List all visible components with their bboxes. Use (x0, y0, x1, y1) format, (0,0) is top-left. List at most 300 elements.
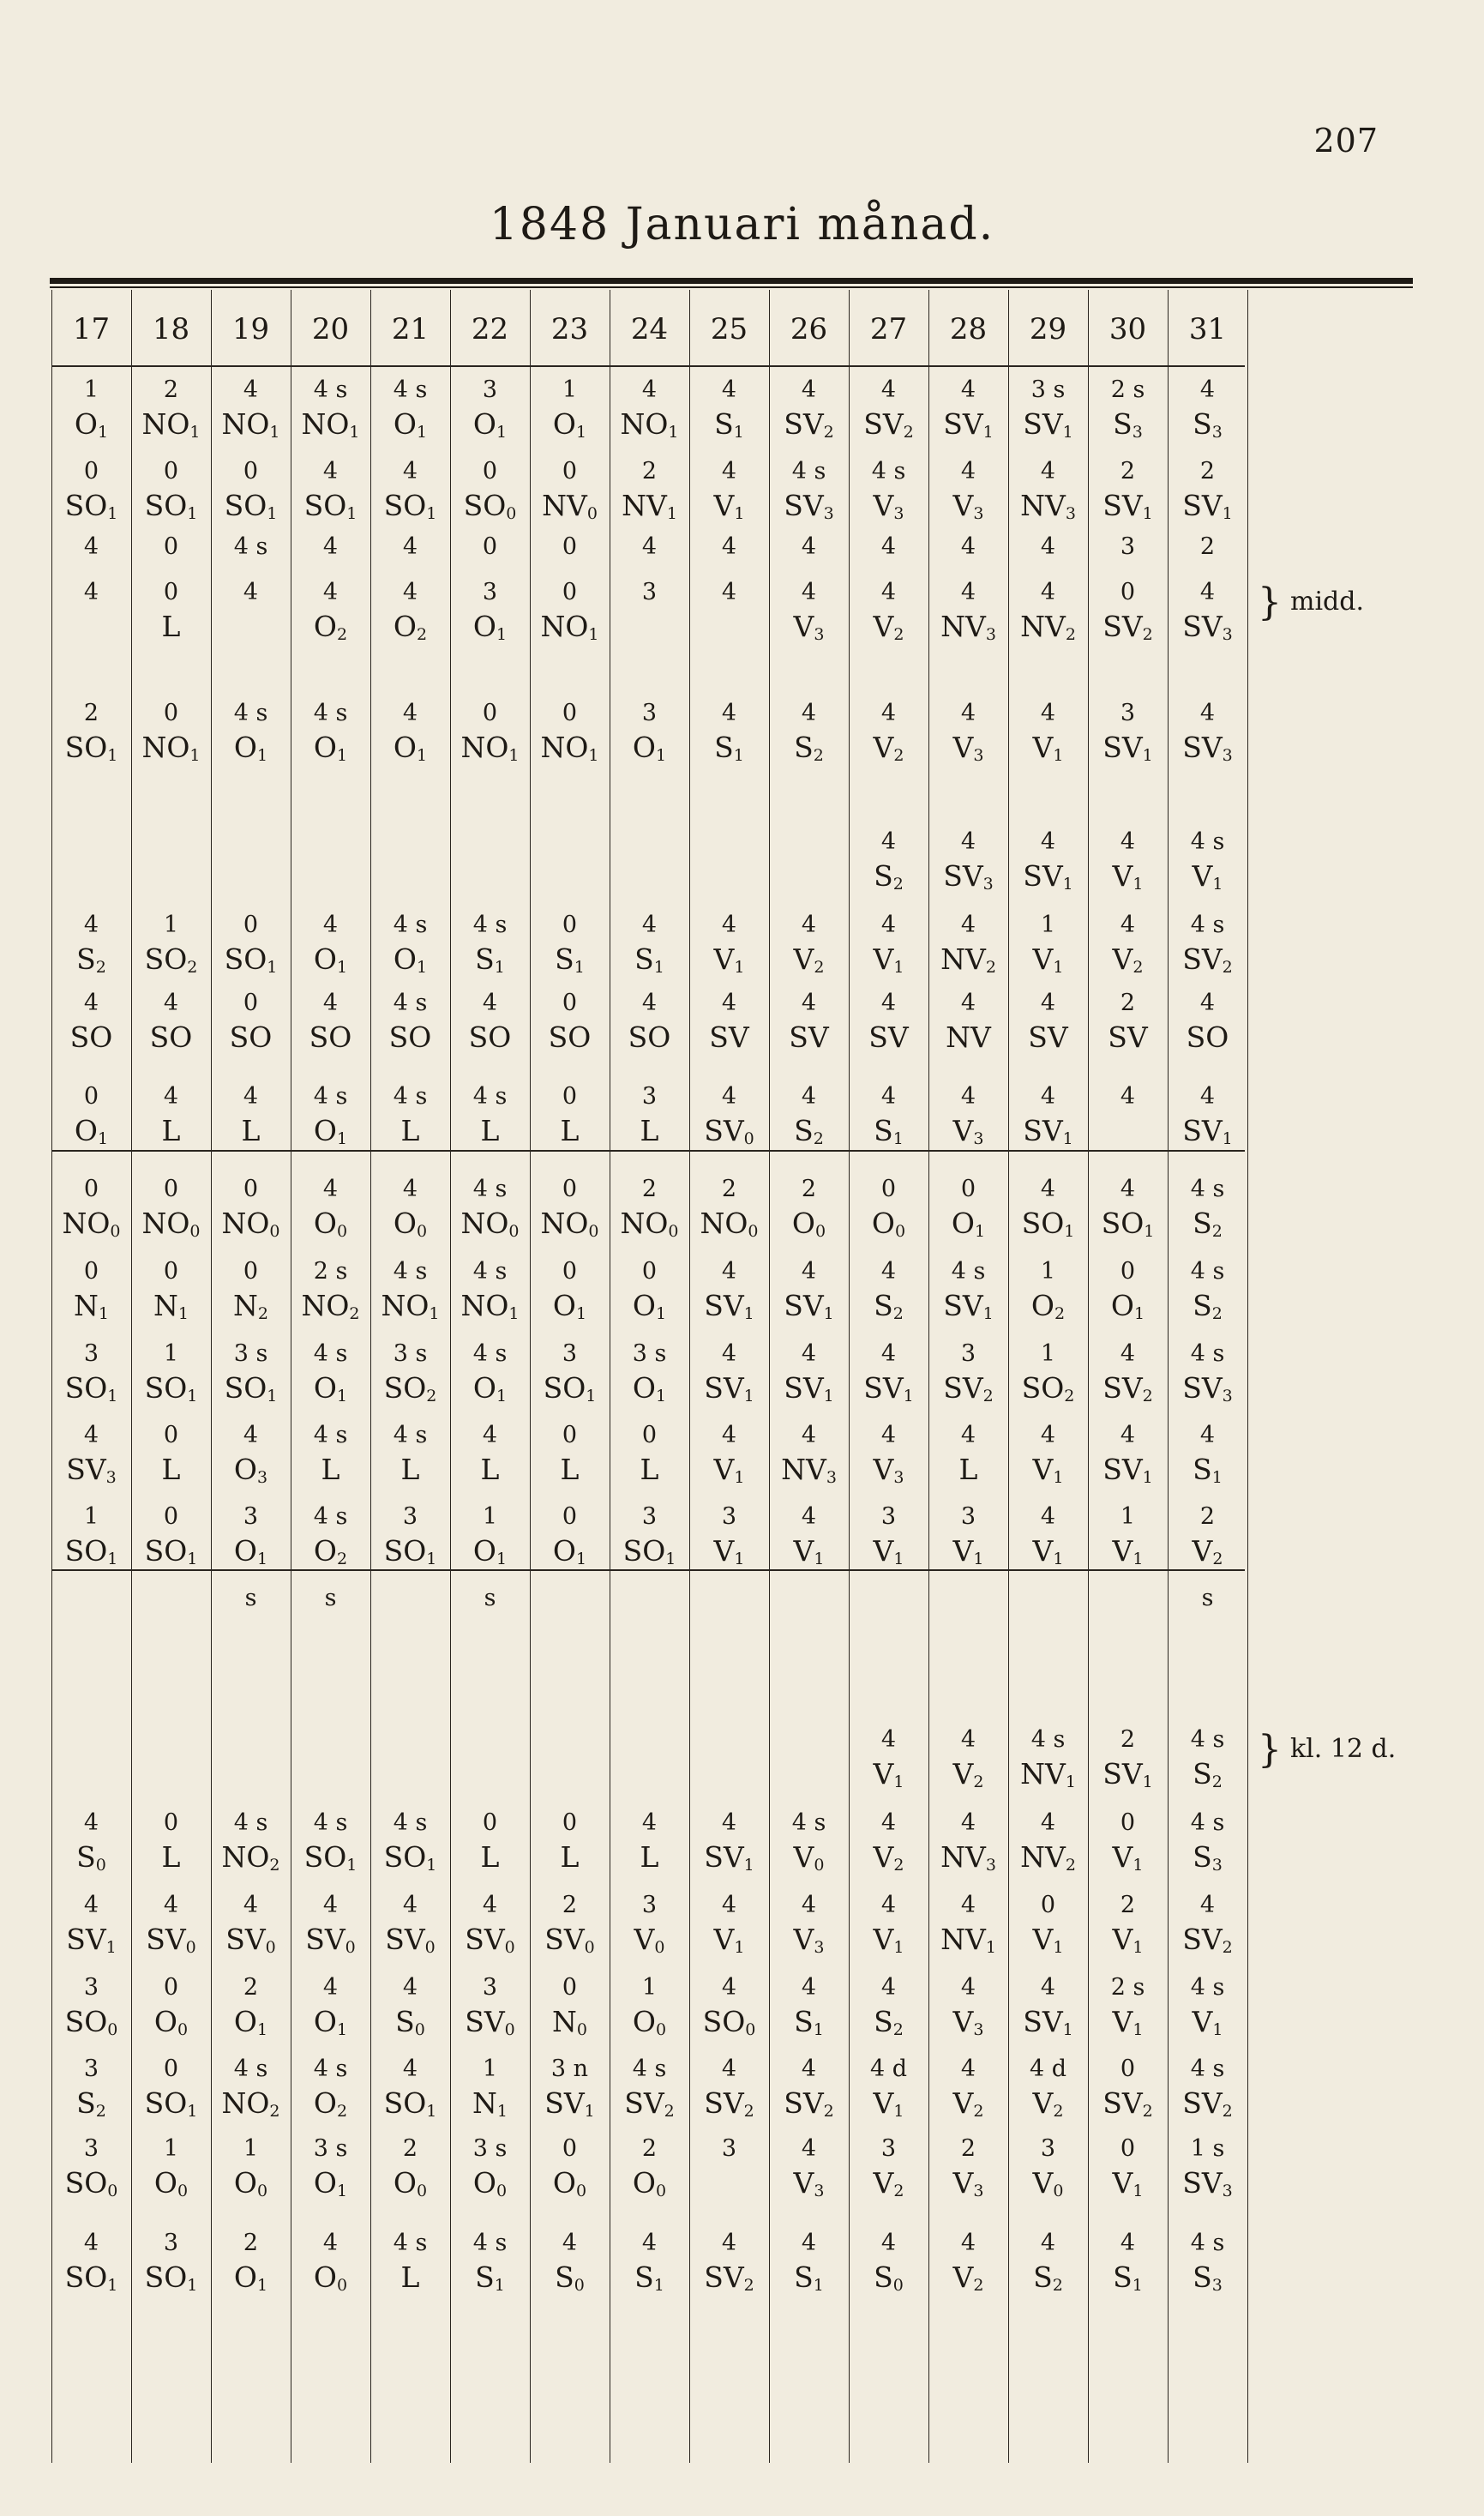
wind-direction: $NV_3$ (1020, 489, 1076, 523)
wind-strength: 1 (1142, 746, 1153, 765)
cloud-value: 4 (1199, 700, 1216, 726)
wind-direction: $S_1$ (475, 942, 505, 977)
wind-direction: $V_1$ (1112, 2166, 1144, 2200)
wind-strength: 1 (1142, 504, 1153, 523)
observation-cell (530, 1420, 610, 1489)
wind-direction: L (161, 1114, 181, 1147)
observation-cell (769, 698, 849, 767)
observation-cell (131, 1724, 211, 1793)
wind-direction: $SV_2$ (784, 2086, 834, 2121)
cloud-value: 4 (960, 376, 976, 403)
observation-cell (689, 1420, 769, 1489)
observation-cell (291, 910, 370, 978)
wind-direction: $SO_2$ (1021, 1371, 1075, 1405)
wind-strength: 2 (336, 2102, 348, 2121)
cloud-value: 4 (960, 1892, 976, 1918)
cloud-value: 2 (801, 1176, 817, 1202)
observation-cell (1008, 375, 1088, 443)
wind-direction: SO (628, 1020, 671, 1054)
wind-direction: L (958, 1453, 978, 1486)
wind-strength: 0 (110, 1222, 121, 1241)
wind-direction: $SO_1$ (543, 1371, 597, 1405)
wind-strength: 1 (974, 1222, 986, 1241)
column-divider (1247, 290, 1248, 2463)
cloud-value: 1 s (1190, 2135, 1225, 2162)
wind-strength: 1 (823, 1304, 834, 1323)
observation-cell (928, 1502, 1008, 1570)
wind-direction (131, 1755, 211, 1793)
cloud-value: 4 (83, 2230, 99, 2256)
observation-cell (1008, 2134, 1088, 2202)
wind-strength: 1 (496, 1387, 508, 1405)
wind-strength: 2 (1211, 1304, 1223, 1323)
cloud-value: 4 s (871, 458, 906, 485)
wind-strength: 2 (269, 1856, 280, 1875)
observation-cell (291, 375, 370, 443)
wind-strength: 1 (107, 746, 118, 765)
observation-cell (51, 577, 131, 646)
day-header: 27 (869, 312, 908, 346)
observation-cell (211, 2228, 291, 2296)
wind-direction (291, 1614, 370, 1652)
cloud-value: 4 (322, 912, 339, 938)
wind-strength: 1 (588, 625, 599, 644)
observation-cell (291, 2228, 370, 2296)
wind-direction: $O_1$ (393, 942, 428, 977)
wind-direction: $O_0$ (393, 1207, 428, 1241)
wind-strength: 0 (256, 2182, 268, 2200)
observation-cell (291, 1890, 370, 1959)
observation-cell (1008, 698, 1088, 767)
cloud-value: 0 (641, 1422, 658, 1448)
cloud-value: 4 (801, 1258, 817, 1285)
cloud-value (610, 1724, 689, 1755)
wind-strength: 1 (1062, 875, 1073, 894)
cloud-value: 4 (1040, 1422, 1056, 1448)
row-note (1258, 1728, 1397, 1772)
observation-cell (689, 577, 769, 646)
observation-cell (1088, 698, 1168, 767)
wind-direction: $O_1$ (313, 1371, 348, 1405)
observation-cell (1088, 2134, 1168, 2202)
wind-strength: 1 (494, 958, 505, 977)
wind-direction: $SV_0$ (305, 1923, 356, 1957)
cloud-value: 4 (402, 1892, 418, 1918)
observation-cell (370, 1081, 450, 1150)
cloud-value: 4 d (1029, 2056, 1067, 2082)
cloud-value: 4 (880, 1974, 897, 2001)
observation-cell (1008, 1808, 1088, 1876)
observation-cell (769, 1420, 849, 1489)
wind-strength: 2 (1064, 1387, 1075, 1405)
cloud-value: 4 (721, 990, 737, 1016)
wind-strength: 2 (187, 958, 198, 977)
cloud-value: 4 s (233, 1809, 268, 1836)
observation-cell (1168, 2228, 1247, 2296)
cloud-value: 4 (1120, 2230, 1136, 2256)
wind-direction: $SO_1$ (64, 1371, 118, 1405)
observation-cell (849, 577, 928, 646)
cloud-value: 2 s (1110, 376, 1145, 403)
cloud-value: 4 (721, 1258, 737, 1285)
cloud-value: 1 (1120, 1503, 1136, 1530)
wind-strength: 1 (416, 746, 428, 765)
wind-direction: $V_2$ (873, 2166, 904, 2200)
wind-direction: $V_1$ (873, 2086, 904, 2121)
observation-cell (610, 375, 689, 443)
observation-cell (849, 1502, 928, 1570)
wind-direction (291, 1755, 370, 1793)
wind-direction: L (161, 1453, 181, 1486)
cloud-value: 4 (880, 579, 897, 605)
wind-direction: $SO_1$ (144, 1371, 198, 1405)
wind-direction: $V_3$ (952, 489, 984, 523)
wind-direction: $SV_2$ (624, 2086, 675, 2121)
wind-direction: $O_0$ (153, 2166, 189, 2200)
observation-cell (689, 456, 769, 525)
cloud-value: 4 s (233, 700, 268, 726)
observation-cell (211, 1502, 291, 1570)
cloud-value: 0 (562, 912, 578, 938)
observation-cell (689, 1502, 769, 1570)
wind-direction (211, 1755, 291, 1793)
wind-direction (211, 858, 291, 895)
cloud-value: 0 (83, 1258, 99, 1285)
wind-direction: $O_1$ (233, 1534, 268, 1568)
wind-direction: $O_1$ (632, 731, 667, 765)
wind-direction: $V_1$ (952, 1534, 984, 1568)
cloud-value: 1 (1040, 912, 1056, 938)
wind-strength: 3 (823, 504, 834, 523)
wind-strength: 2 (1222, 958, 1233, 977)
wind-strength: 3 (973, 2182, 984, 2200)
brace-icon: } (1258, 581, 1282, 624)
wind-strength: 3 (973, 2020, 984, 2039)
wind-strength: 1 (1222, 504, 1233, 523)
wind-direction: $O_1$ (552, 1534, 587, 1568)
cloud-value: 4 (482, 1892, 498, 1918)
observation-cell (928, 698, 1008, 767)
cloud-value: 4 (801, 2135, 817, 2162)
cloud-value: 4 (1040, 1083, 1056, 1110)
observation-cell (610, 910, 689, 978)
wind-direction: $NV_2$ (1020, 610, 1076, 644)
observation-cell (769, 910, 849, 978)
wind-direction (610, 608, 689, 646)
cloud-value: 1 (163, 2135, 179, 2162)
cloud-value: 4 (801, 990, 817, 1016)
wind-strength: 0 (345, 1938, 356, 1957)
cloud-value: s (244, 1585, 257, 1611)
wind-direction (1088, 1614, 1168, 1652)
cloud-value: 4 (402, 579, 418, 605)
observation-cell (928, 827, 1008, 895)
wind-strength: 1 (985, 1938, 996, 1957)
wind-strength: 1 (429, 1304, 440, 1323)
cloud-value: 0 (1120, 1258, 1136, 1285)
wind-strength: 1 (655, 1387, 667, 1405)
wind-strength: 3 (826, 1468, 837, 1487)
wind-strength: 2 (985, 958, 996, 977)
wind-direction: $NO_1$ (540, 731, 599, 765)
observation-cell (610, 456, 689, 525)
observation-cell (1088, 988, 1168, 1056)
wind-direction: $SV_0$ (146, 1923, 196, 1957)
wind-direction: SO (548, 1020, 592, 1054)
cloud-value: 4 (801, 1340, 817, 1367)
cloud-value: 4 (1199, 1892, 1216, 1918)
wind-strength: 1 (1062, 423, 1073, 442)
wind-strength: 0 (185, 1938, 196, 1957)
wind-direction: $V_1$ (713, 1453, 745, 1487)
cloud-value: 4 (960, 1726, 976, 1753)
observation-cell (769, 1808, 849, 1876)
wind-direction: $SV_1$ (1023, 859, 1073, 894)
observation-cell (610, 1972, 689, 2041)
cloud-value: 4 (243, 1083, 259, 1110)
observation-cell (689, 1174, 769, 1243)
wind-strength: 1 (973, 1550, 984, 1568)
wind-direction: NV (946, 1020, 991, 1054)
cloud-value: 4 (1199, 990, 1216, 1016)
cloud-value: 0 (1120, 2135, 1136, 2162)
wind-direction (689, 1614, 769, 1652)
wind-strength: 1 (1142, 1468, 1153, 1487)
observation-cell (1088, 1174, 1168, 1243)
cloud-value: 4 (322, 533, 339, 560)
cloud-value: 3 (721, 1503, 737, 1530)
wind-direction: $SV_2$ (863, 407, 914, 442)
wind-strength: 1 (1062, 2020, 1073, 2039)
cloud-value: 1 (562, 376, 578, 403)
wind-direction: $SO_1$ (383, 1534, 437, 1568)
observation-cell (1168, 910, 1247, 978)
page-number: 207 (1313, 122, 1379, 160)
observation-cell (291, 1420, 370, 1489)
day-header: 25 (710, 312, 748, 346)
wind-direction: $NO_1$ (460, 1289, 520, 1323)
cloud-value (530, 1724, 610, 1755)
cloud-value: 4 (402, 2056, 418, 2082)
cloud-value: 0 (562, 1974, 578, 2001)
cloud-value: 1 (482, 2056, 498, 2082)
observation-cell (370, 1339, 450, 1407)
wind-direction (51, 1614, 131, 1652)
wind-direction: $S_3$ (1193, 1840, 1223, 1875)
wind-strength: 1 (336, 2020, 348, 2039)
observation-cell (769, 988, 849, 1056)
wind-strength: 1 (187, 504, 198, 523)
observation-cell (131, 1808, 211, 1876)
cloud-value: s (324, 1585, 337, 1611)
observation-cell (131, 988, 211, 1056)
observation-cell (1088, 827, 1168, 895)
observation-cell (131, 577, 211, 646)
observation-cell (928, 1081, 1008, 1150)
cloud-value: 0 (641, 1258, 658, 1285)
cloud-value: 4 (721, 1892, 737, 1918)
cloud-value: 4 s (1190, 912, 1225, 938)
wind-direction: $NV_2$ (1020, 1840, 1076, 1875)
wind-direction: $V_1$ (873, 942, 904, 977)
observation-cell (928, 2228, 1008, 2296)
wind-direction: $S_2$ (874, 2005, 904, 2039)
day-header: 19 (231, 312, 270, 346)
wind-strength: 2 (1065, 1856, 1076, 1875)
cloud-value (1088, 1583, 1168, 1614)
wind-direction: $O_0$ (472, 2166, 508, 2200)
wind-strength: 2 (1052, 2276, 1063, 2295)
observation-cell (450, 577, 530, 646)
wind-direction: $NO_1$ (141, 731, 201, 765)
observation-cell (51, 456, 131, 525)
wind-strength: 1 (508, 1304, 520, 1323)
observation-cell (211, 375, 291, 443)
cloud-value: 2 (83, 700, 99, 726)
observation-cell (530, 1502, 610, 1570)
observation-cell (610, 1339, 689, 1407)
wind-strength: 0 (1053, 2182, 1064, 2200)
observation-cell (51, 1420, 131, 1489)
wind-strength: 1 (653, 2276, 664, 2295)
wind-direction: L (560, 1453, 580, 1486)
observation-cell (131, 2134, 211, 2202)
wind-direction: $S_2$ (794, 731, 824, 765)
cloud-value: 4 s (393, 990, 428, 1016)
observation-cell (211, 1808, 291, 1876)
cloud-value: 3 (641, 1503, 658, 1530)
observation-cell (51, 698, 131, 767)
cloud-value: 4 (801, 2056, 817, 2082)
observation-cell (1008, 1972, 1088, 2041)
cloud-value: 4 s (1190, 828, 1225, 855)
cloud-value: 4 (562, 2230, 578, 2256)
observation-cell (131, 456, 211, 525)
wind-direction: $V_3$ (952, 2166, 984, 2200)
wind-direction: $S_3$ (1193, 2260, 1223, 2295)
wind-strength: 1 (575, 1304, 587, 1323)
wind-strength: 1 (256, 2020, 268, 2039)
observation-cell (610, 2054, 689, 2122)
observation-cell (1008, 1339, 1088, 1407)
cloud-value: 2 (1199, 1503, 1216, 1530)
observation-cell (450, 1256, 530, 1325)
cloud-value: 0 (163, 1258, 179, 1285)
wind-direction: $S_2$ (1193, 1289, 1223, 1323)
observation-cell (291, 827, 370, 895)
wind-strength: 0 (748, 1222, 759, 1241)
observation-cell (689, 1081, 769, 1150)
observation-cell (450, 1420, 530, 1489)
wind-strength: 1 (1133, 2182, 1144, 2200)
observation-cell (849, 1339, 928, 1407)
observation-cell (131, 1256, 211, 1325)
cloud-value: 0 (1120, 1809, 1136, 1836)
wind-strength: 0 (336, 1222, 348, 1241)
cloud-value: 4 (83, 579, 99, 605)
wind-direction: $V_1$ (1112, 1534, 1144, 1568)
wind-strength: 2 (416, 625, 428, 644)
wind-strength: 1 (105, 1938, 117, 1957)
wind-strength: 0 (269, 1222, 280, 1241)
wind-strength: 1 (823, 1387, 834, 1405)
cloud-value: 4 s (632, 2056, 667, 2082)
cloud-value: 1 (163, 912, 179, 938)
cloud-value: 4 s (313, 2056, 348, 2082)
cloud-value: 4 s (393, 1809, 428, 1836)
wind-direction: $O_1$ (552, 1289, 587, 1323)
cloud-value: 2 (1199, 458, 1216, 485)
wind-direction: $O_0$ (791, 1207, 826, 1241)
wind-strength: 2 (664, 2102, 675, 2121)
wind-direction: $S_1$ (475, 2260, 505, 2295)
observation-cell (689, 1808, 769, 1876)
wind-direction (610, 1755, 689, 1793)
wind-direction: $NO_0$ (620, 1207, 679, 1241)
wind-direction: $NV_1$ (1020, 1757, 1076, 1791)
observation-cell (769, 2228, 849, 2296)
cloud-value: 3 s (472, 2135, 508, 2162)
wind-direction: L (640, 1453, 659, 1486)
observation-cell (530, 1890, 610, 1959)
observation-cell (849, 456, 928, 525)
cloud-value: 3 s (233, 1340, 268, 1367)
wind-strength: 3 (256, 1468, 268, 1487)
cloud-value: 4 (641, 990, 658, 1016)
wind-strength: 1 (1133, 1938, 1144, 1957)
row-divider (51, 365, 1245, 367)
cloud-value: 4 s (313, 1503, 348, 1530)
wind-direction: $SV_1$ (704, 1840, 754, 1875)
observation-cell (211, 1339, 291, 1407)
cloud-value: 4 (880, 700, 897, 726)
observation-cell (450, 1174, 530, 1243)
wind-strength: 1 (107, 2276, 118, 2295)
cloud-value: 4 (641, 1809, 658, 1836)
wind-direction (211, 1614, 291, 1652)
wind-direction: $SV_1$ (943, 407, 994, 442)
wind-strength: 1 (893, 2102, 904, 2121)
observation-cell (370, 827, 450, 895)
cloud-value: 3 (880, 2135, 897, 2162)
cloud-value: 0 (482, 700, 498, 726)
observation-cell (1168, 988, 1247, 1056)
wind-direction: $O_1$ (313, 2005, 348, 2039)
wind-strength: 0 (265, 1938, 276, 1957)
wind-strength: 1 (734, 1938, 745, 1957)
observation-cell (1008, 2054, 1088, 2122)
cloud-value: 4 (880, 990, 897, 1016)
wind-strength: 2 (814, 958, 825, 977)
observation-cell (1008, 2228, 1088, 2296)
observation-cell (849, 910, 928, 978)
wind-strength: 1 (349, 423, 360, 442)
cloud-value: 2 s (313, 1258, 348, 1285)
wind-direction: $NO_0$ (540, 1207, 599, 1241)
wind-direction: $V_1$ (1032, 1453, 1064, 1487)
wind-direction: $SV_1$ (66, 1923, 117, 1957)
day-header: 18 (152, 312, 190, 346)
cloud-value (131, 827, 211, 858)
wind-strength: 1 (1144, 1222, 1155, 1241)
observation-cell (51, 988, 131, 1056)
wind-strength: 0 (814, 1222, 826, 1241)
wind-direction: $NO_2$ (301, 1289, 360, 1323)
cloud-value: 4 (1120, 828, 1136, 855)
observation-cell (291, 2054, 370, 2122)
wind-direction: $V_1$ (713, 489, 745, 523)
cloud-value: 1 (1040, 1340, 1056, 1367)
